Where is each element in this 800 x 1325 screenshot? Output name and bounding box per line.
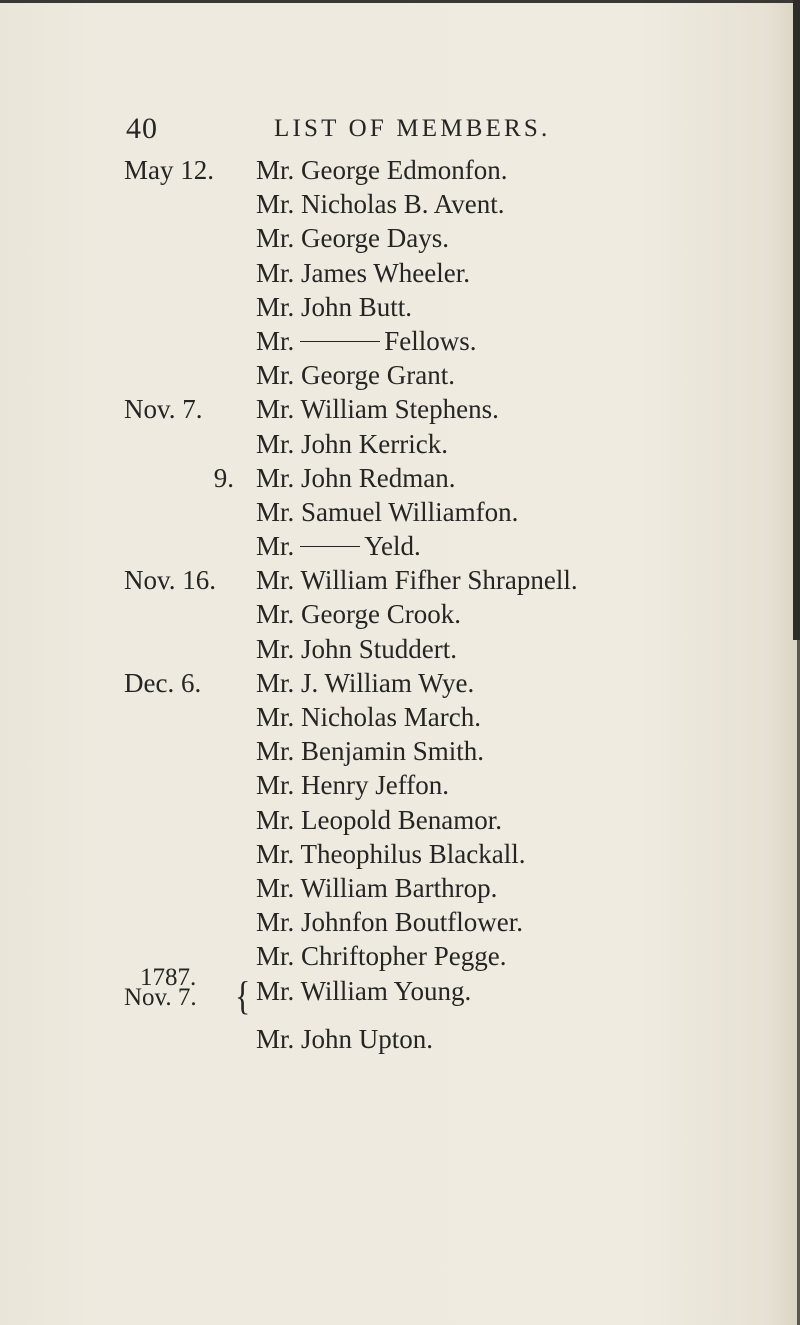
member-name: Mr. Johnfon Boutflower. [256,907,523,938]
list-item [0,768,800,802]
member-name-suffix: Yeld. [364,531,421,562]
member-name: Mr. J. William Wye. [256,667,475,698]
list-item [0,153,800,187]
member-name: Mr. William Stephens. [256,394,499,425]
entry-date: Nov. 7. [124,394,203,425]
member-name-prefix: Mr. [256,531,295,562]
list-item [0,803,800,837]
page-number: 40 [126,112,158,145]
list-item [0,187,800,221]
list-item [0,221,800,255]
list-item [0,324,800,358]
list-item [0,666,800,700]
member-name: Mr. Theophilus Blackall. [256,838,526,869]
list-item [0,963,800,1022]
member-name [256,324,477,358]
list-item [0,734,800,768]
member-name: Mr. John Upton. [256,1023,434,1054]
blank-dash [300,546,360,547]
list-item [0,700,800,734]
member-name: Mr. Chriftopher Pegge. [256,941,507,972]
entry-date-with-year [124,963,197,1011]
entry-date: 9. [213,462,234,493]
list-item [0,632,800,666]
entry-date: Dec. 6. [124,667,202,698]
list-item [0,837,800,871]
member-name: Mr. William Barthrop. [256,872,498,903]
list-item [0,529,800,563]
member-name: Mr. Benjamin Smith. [256,736,485,767]
list-item [0,871,800,905]
list-item [0,563,800,597]
member-name-prefix: Mr. [256,325,295,356]
list-item [0,461,800,495]
member-list [0,153,800,1056]
member-name: Mr. Leopold Benamor. [256,804,502,835]
brace-glyph: { [235,972,251,1017]
list-item [0,495,800,529]
entry-date: May 12. [124,155,214,185]
member-name: Mr. James Wheeler. [256,257,470,288]
member-name: Mr. George Grant. [256,360,455,391]
member-name: Mr. John Redman. [256,462,456,493]
member-name: Mr. John Kerrick. [256,428,448,459]
member-name: Mr. George Days. [256,223,449,254]
member-name-suffix: Fellows. [384,325,477,356]
list-item [0,290,800,324]
list-item [0,256,800,290]
entry-year: 1787. [140,963,197,991]
member-name: Mr. William Fifher Shrapnell. [256,565,578,596]
list-item [0,939,800,973]
member-name [256,529,421,563]
list-item [0,392,800,426]
list-item [0,358,800,392]
member-name: Mr. Samuel Williamfon. [256,496,519,527]
list-item [0,905,800,939]
member-name: Mr. John Butt. [256,291,413,322]
member-name: Mr. John Studdert. [256,633,458,664]
member-name: Mr. Nicholas B. Avent. [256,189,505,220]
member-name: Mr. Nicholas March. [256,702,481,732]
list-item [0,597,800,631]
member-name: Mr. Henry Jeffon. [256,770,449,801]
member-name: Mr. George Crook. [256,599,461,630]
list-item [0,1022,800,1056]
page-top-edge [0,0,800,3]
member-name: Mr. George Edmonfon. [256,155,508,185]
blank-dash [300,341,380,342]
entry-date: Nov. 16. [124,565,216,596]
entry-date: Nov. 7. [124,983,197,1011]
member-name: Mr. William Young. [256,975,472,1006]
running-head: LIST OF MEMBERS. [274,115,551,142]
list-item [0,427,800,461]
